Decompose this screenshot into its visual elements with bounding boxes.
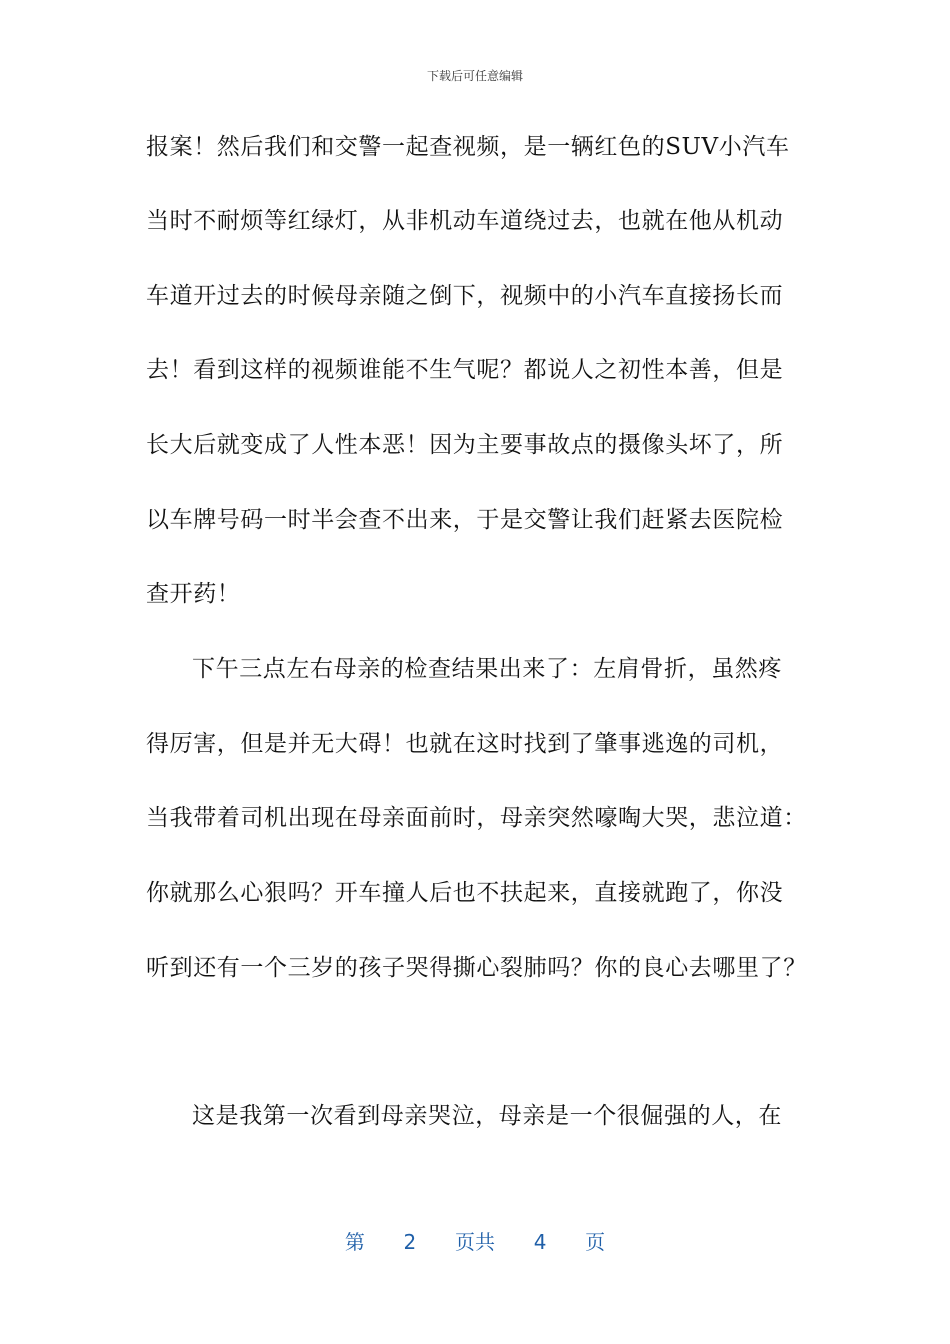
text-line: 车道开过去的时候母亲随之倒下，视频中的小汽车直接扬长而 bbox=[146, 283, 784, 309]
text-line: 听到还有一个三岁的孩子哭得撕心裂肺吗？你的良心去哪里了？ bbox=[146, 955, 807, 981]
footer-current-page: 2 bbox=[403, 1230, 417, 1254]
text-line: 以车牌号码一时半会查不出来，于是交警让我们赶紧去医院检 bbox=[146, 507, 784, 533]
text-line: 当时不耐烦等红绿灯，从非机动车道绕过去，也就在他从机动 bbox=[146, 208, 784, 234]
text-line: 你就那么心狠吗？开车撞人后也不扶起来，直接就跑了，你没 bbox=[146, 880, 784, 906]
text-line: 下午三点左右母亲的检查结果出来了：左肩骨折，虽然疼 bbox=[192, 656, 782, 682]
footer-prefix: 第 bbox=[344, 1230, 365, 1254]
text-line: 去！看到这样的视频谁能不生气呢？都说人之初性本善，但是 bbox=[146, 357, 784, 383]
text-line: 报案！然后我们和交警一起查视频，是一辆红色的SUV小汽车 bbox=[146, 134, 790, 160]
footer-total-pages: 4 bbox=[533, 1230, 547, 1254]
page-footer bbox=[0, 1226, 950, 1255]
header-note: 下载后可任意编辑 bbox=[426, 69, 523, 83]
footer-suffix: 页 bbox=[585, 1230, 606, 1254]
footer-middle: 页共 bbox=[455, 1230, 495, 1254]
text-line: 这是我第一次看到母亲哭泣，母亲是一个很倔强的人，在 bbox=[192, 1103, 782, 1129]
text-line: 得厉害，但是并无大碍！也就在这时找到了肇事逃逸的司机， bbox=[146, 731, 784, 757]
text-line: 查开药！ bbox=[146, 581, 241, 607]
text-line: 当我带着司机出现在母亲面前时，母亲突然嚎啕大哭，悲泣道： bbox=[146, 805, 807, 831]
text-line: 长大后就变成了人性本恶！因为主要事故点的摄像头坏了，所 bbox=[146, 432, 784, 458]
